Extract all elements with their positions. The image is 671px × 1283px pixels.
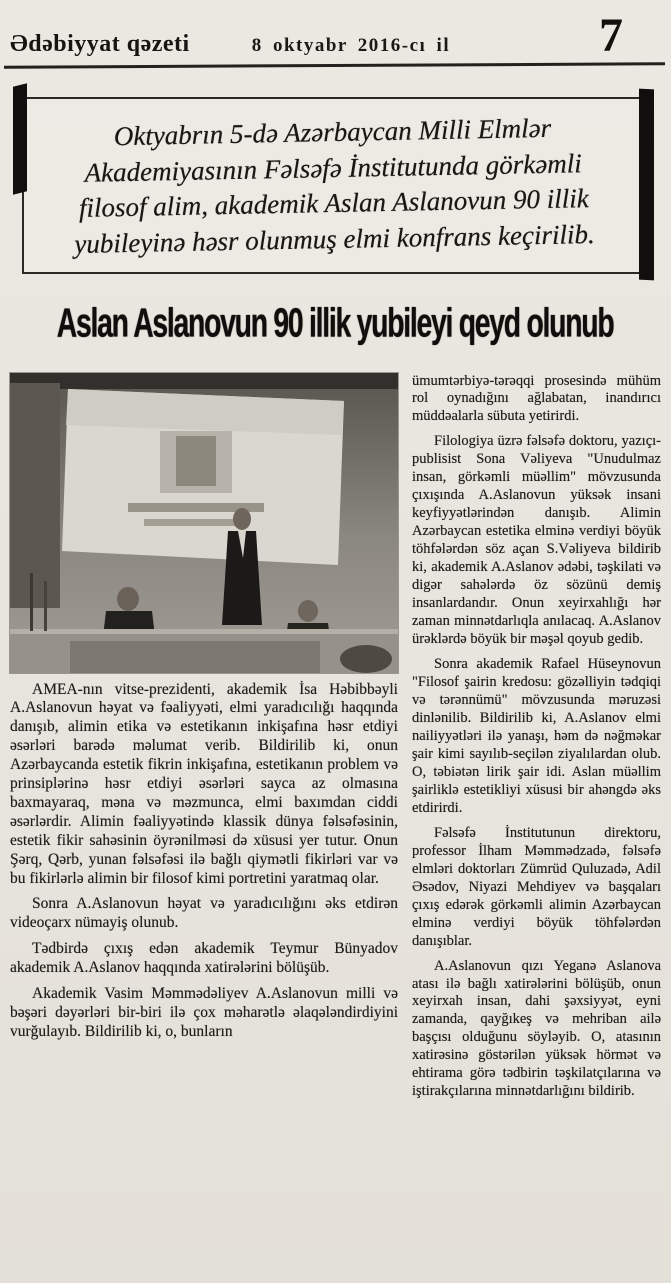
body-paragraph: Sonra akademik Rafael Hüseynovun "Filosof şairin kredosu: gözəlliyin tədqiqi və tərənnümü" mövzusunda məruzəsi dinlənilib. Bildirilib ki, A.Aslanov elmi nailiyyətləri ilə yanaşı, həm də nəğməkar şair kimi sayılıb-seçilən ziyalılardan olub. O, təbiətən lirik şair idi. Aslan müəllim şairliklə estetikliyi xüsusi bir ahəngdə əks etdirirdi. <box>412 656 661 816</box>
conference-photo <box>10 373 398 673</box>
curtain <box>10 383 60 608</box>
newspaper-name: Ədəbiyyat qəzeti <box>10 31 190 57</box>
lead-paragraph: Oktyabrın 5-də Azərbaycan Milli Elmlər Akademiyasının Fəlsəfə İnstitutunda görkəmli filosof alim, akademik Aslan Aslanovun 90 illik yubileyinə həsr olunmuş elmi konfrans keçirilib. <box>74 112 595 259</box>
body-paragraph: Fəlsəfə İnstitutunun direktoru, professor İlham Məmmədzadə, fəlsəfə elmləri doktorları Zümrüd Quluzadə, Adil Əsədov, Niyazi Mehdiyev və başqaları çıxış edərək görkəmli alimin Azərbaycan elminə verdiyi böyük töhfələrdən danışıblar. <box>412 824 661 949</box>
body-paragraph: Filologiya üzrə fəlsəfə doktoru, yazıçı-publisist Sona Vəliyeva "Unudulmaz insan, görkəmli müəllim" mövzusunda çıxışında A.Aslanovun yüksək insani keyfiyyətlərindən danışıb. Alimin Azərbaycan estetika elminə verdiyi böyük töhfələrdən söz açan S.Vəliyeva bildirib ki, akademik A.Aslanov ədəbi, təşkilati və digər sahələrdə öz sözünü demiş insanlardandır. Onun xeyirxahlığı hər zaman minnətdarlıqla anılacaq. A.Aslanov ürəklərdə böyük bir məşəl qoyub gedib. <box>412 433 661 648</box>
projection-screen <box>62 389 344 565</box>
body-paragraph: Sonra A.Aslanovun həyat və yaradıcılığını əks etdirən videoçarx nümayiş olunub. <box>10 895 398 932</box>
article-headline <box>0 299 671 345</box>
lead-box-right-ornament <box>639 89 654 280</box>
masthead <box>0 0 671 62</box>
lead-box <box>22 97 645 274</box>
header-divider <box>4 62 665 68</box>
lead-box-left-ornament <box>13 83 27 194</box>
conference-photo-illustration <box>10 373 398 673</box>
article-headline-text: Aslan Aslanovun 90 illik yubileyi qeyd olunub <box>57 299 614 345</box>
issue-date: 8 oktyabr 2016-cı il <box>251 35 451 56</box>
left-column <box>10 373 398 1109</box>
right-column-text <box>412 373 661 1102</box>
body-paragraph: AMEA-nın vitse-prezidenti, akademik İsa Həbibbəyli A.Aslanovun həyat və fəaliyyəti, elmi yaradıcılığı haqqında danışıb, alimin etika və estetikanın inkişafına həsr etdiyi əsərləri barədə məlumat verib. Bildirilib ki, onun Azərbaycanda estetik fikrin inkişafına, estetikanın problem və prinsiplərinə həsr etdiyi əsərləri sayca az olmasına baxmayaraq, məna və məzmunca, elmi baxımdan ciddi əsərlərdir. Alimin fəaliyyətində klassik dünya fəlsəfəsinin, estetik fikir sahəsinin öyrənilməsi də xüsusi yer tutur. Onun Şərq, Qərb, yunan fəlsəfəsi ilə bağlı qiymətli fikirləri var və bu fikirlərlə alimin bir filosof kimi portretini yaratmaq olar. <box>10 680 398 887</box>
body-paragraph: Tədbirdə çıxış edən akademik Teymur Bünyadov akademik A.Aslanov haqqında xatirələrini bölüşüb. <box>10 940 398 977</box>
page-number: 7 <box>599 9 623 62</box>
article-body <box>0 373 671 1109</box>
body-paragraph: A.Aslanovun qızı Yeganə Aslanova atası ilə bağlı xatirələrini bölüşüb, onun xeyirxah insan, dahi şəxsiyyət, eyni zamanda, qayğıkeş və mehriban ailə başçısı olduğunu söyləyib. O, atasının xatirəsinə göstərilən yüksək hörmət və ehtirama görə tədbirin təşkilatçılarına və iştirakçılarına minnətdarlığını bildirib. <box>412 957 661 1100</box>
left-column-text <box>10 681 398 1042</box>
body-paragraph: ümumtərbiyə-tərəqqi prosesində mühüm rol oynadığını ağlabatan, inandırıcı müddəalarla sübuta yetirirdi. <box>412 372 661 425</box>
body-paragraph: Akademik Vasim Məmmədəliyev A.Aslanovun milli və bəşəri dəyərləri bir-biri ilə çox məharətlə əlaqələndirdiyini vurğulayıb. Bildirilib ki, o, bunların <box>10 985 398 1040</box>
right-column <box>412 373 661 1109</box>
